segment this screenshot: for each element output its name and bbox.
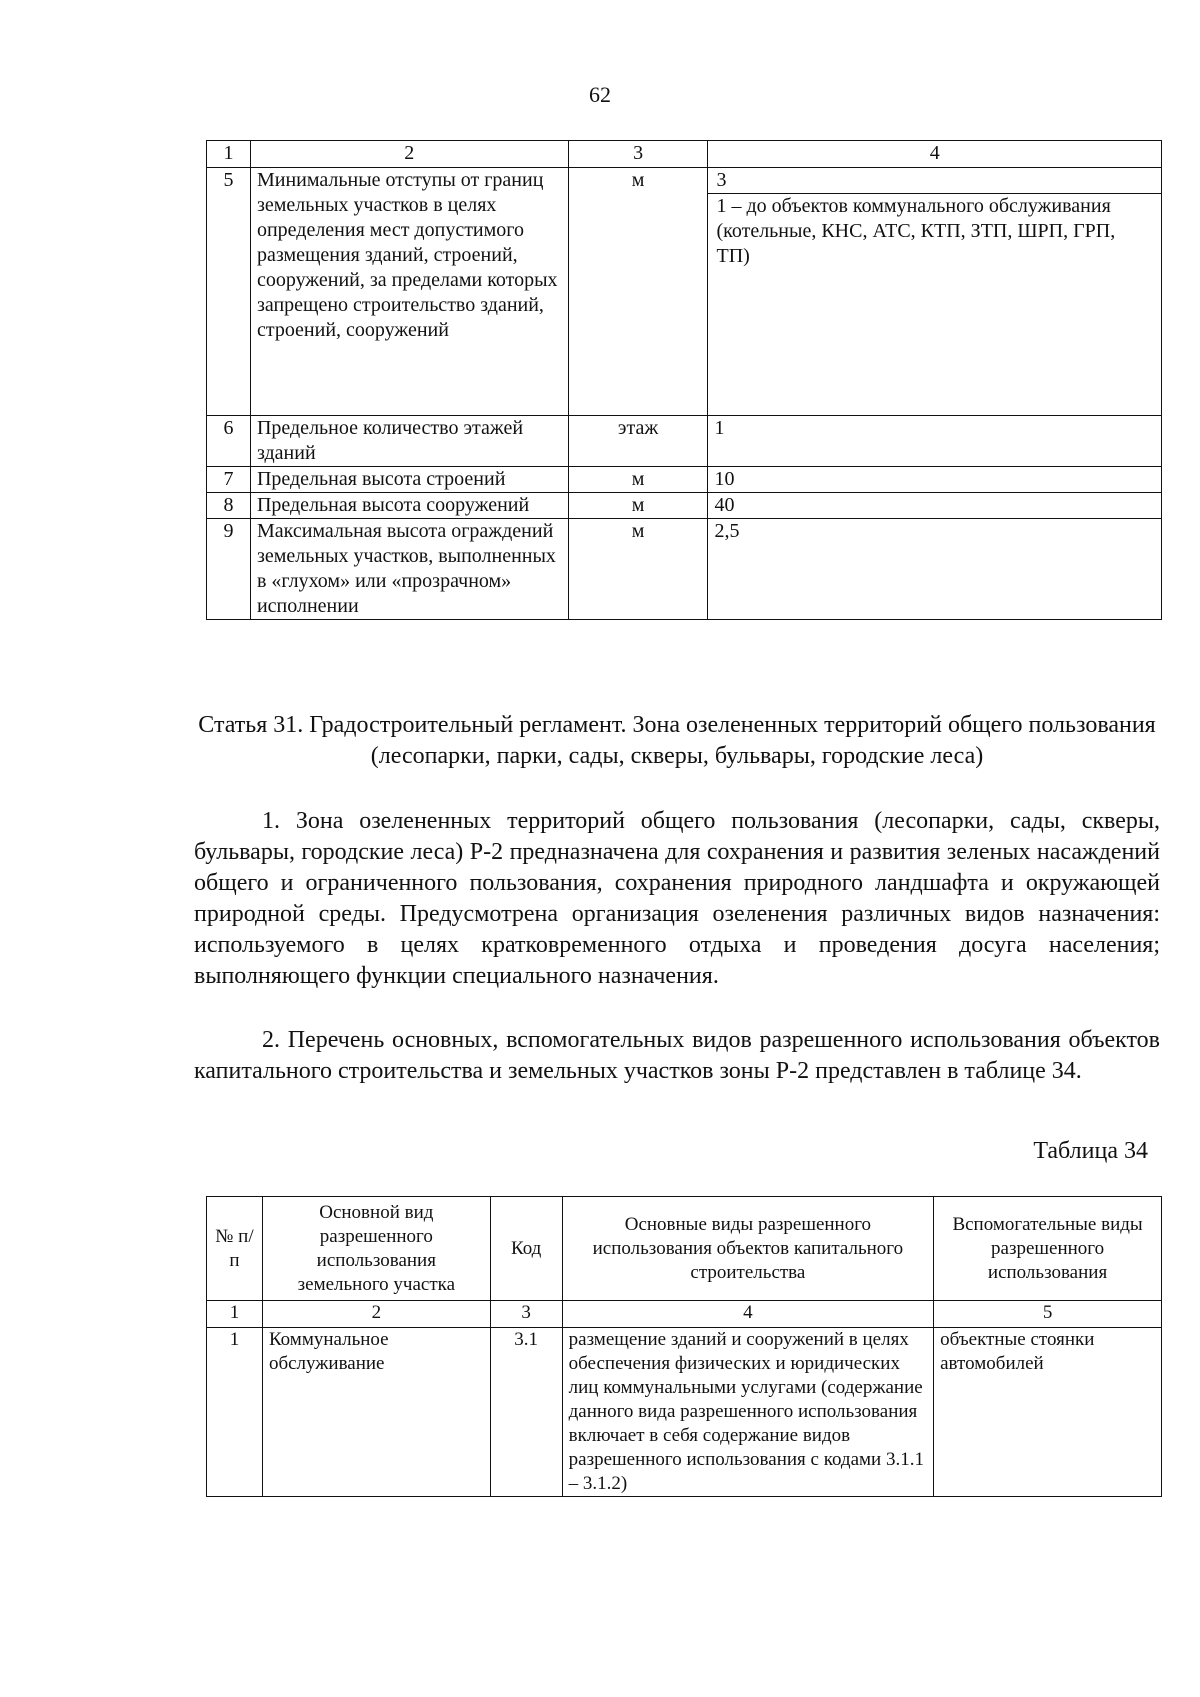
header-cell: 4 bbox=[708, 141, 1162, 168]
page-number: 62 bbox=[589, 82, 611, 107]
table-caption: Таблица 34 bbox=[1033, 1138, 1148, 1164]
table-row bbox=[207, 168, 1162, 416]
header-cell: 1 bbox=[207, 141, 251, 168]
column-number: 4 bbox=[562, 1301, 933, 1328]
header-cell: Вспомогательные виды разрешенного использования bbox=[934, 1197, 1162, 1301]
row-unit: м bbox=[568, 168, 708, 416]
header-cell: Основной вид разрешенного использования земельного участка bbox=[262, 1197, 490, 1301]
paragraph-2: 2. Перечень основных, вспомогательных видов разрешенного использования объектов капитального строительства и земельных участков зоны Р-2 представлен в таблице 34. bbox=[194, 1027, 1160, 1084]
row-value: 40 bbox=[708, 493, 1162, 519]
row-code: 3.1 bbox=[490, 1328, 562, 1497]
column-number: 2 bbox=[262, 1301, 490, 1328]
row-name: Максимальная высота ограждений земельных участков, выполненных в «глухом» или «прозрачном» исполнении bbox=[250, 519, 568, 620]
table-header-row bbox=[207, 141, 1162, 168]
article-title: Статья 31. Градостроительный регламент. Зона озелененных территорий общего пользования (лесопарки, парки, сады, скверы, бульвары, городские леса) bbox=[198, 712, 1156, 769]
row-unit: м bbox=[568, 519, 708, 620]
row-number: 6 bbox=[207, 416, 251, 467]
row-aux-uses: объектные стоянки автомобилей bbox=[934, 1328, 1162, 1497]
row-number: 1 bbox=[207, 1328, 263, 1497]
header-cell: № п/п bbox=[207, 1197, 263, 1301]
column-number: 3 bbox=[490, 1301, 562, 1328]
row-name: Минимальные отступы от границ земельных участков в целях определения мест допустимого размещения зданий, строений, сооружений, за пределами которых запрещено строительство зданий, строений, сооружений bbox=[250, 168, 568, 416]
row-unit: м bbox=[568, 467, 708, 493]
row-main-uses: размещение зданий и сооружений в целях обеспечения физических и юридических лиц коммунальными услугами (содержание данного вида разрешенного использования включает в себя содержание видов разрешенного использования с кодами 3.1.1 – 3.1.2) bbox=[562, 1328, 933, 1497]
row-name: Предельное количество этажей зданий bbox=[250, 416, 568, 467]
column-number-row bbox=[207, 1301, 1162, 1328]
row-value bbox=[708, 168, 1162, 416]
limits-table bbox=[206, 140, 1162, 620]
header-cell: Основные виды разрешенного использования объектов капитального строительства bbox=[562, 1197, 933, 1301]
row-value-primary: 3 bbox=[708, 168, 1161, 194]
row-value-secondary: 1 – до объектов коммунального обслуживания (котельные, КНС, АТС, КТП, ЗТП, ШРП, ГРП, ТП) bbox=[716, 195, 1116, 267]
row-number: 5 bbox=[207, 168, 251, 416]
header-cell: Код bbox=[490, 1197, 562, 1301]
table-header-row bbox=[207, 1197, 1162, 1301]
row-unit: этаж bbox=[568, 416, 708, 467]
row-number: 9 bbox=[207, 519, 251, 620]
row-name: Предельная высота сооружений bbox=[250, 493, 568, 519]
table-row bbox=[207, 467, 1162, 493]
paragraph-1: 1. Зона озелененных территорий общего пользования (лесопарки, сады, скверы, бульвары, городские леса) Р-2 предназначена для сохранения и развития зеленых насаждений общего и ограниченного пользования, сохранения природного ландшафта и окружающей природной среды. Предусмотрена организация озеленения различных видов назначения: используемого в целях кратковременного отдыха и проведения досуга населения; выполняющего функции специального назначения. bbox=[194, 808, 1160, 989]
row-value: 10 bbox=[708, 467, 1162, 493]
column-number: 1 bbox=[207, 1301, 263, 1328]
table-34 bbox=[206, 1196, 1162, 1497]
table-row bbox=[207, 519, 1162, 620]
row-name: Предельная высота строений bbox=[250, 467, 568, 493]
row-value: 2,5 bbox=[708, 519, 1162, 620]
table-row bbox=[207, 493, 1162, 519]
header-cell: 2 bbox=[250, 141, 568, 168]
row-number: 8 bbox=[207, 493, 251, 519]
row-number: 7 bbox=[207, 467, 251, 493]
row-value: 1 bbox=[708, 416, 1162, 467]
column-number: 5 bbox=[934, 1301, 1162, 1328]
table-row bbox=[207, 416, 1162, 467]
row-kind: Коммунальное обслуживание bbox=[262, 1328, 490, 1497]
table-row bbox=[207, 1328, 1162, 1497]
row-unit: м bbox=[568, 493, 708, 519]
header-cell: 3 bbox=[568, 141, 708, 168]
